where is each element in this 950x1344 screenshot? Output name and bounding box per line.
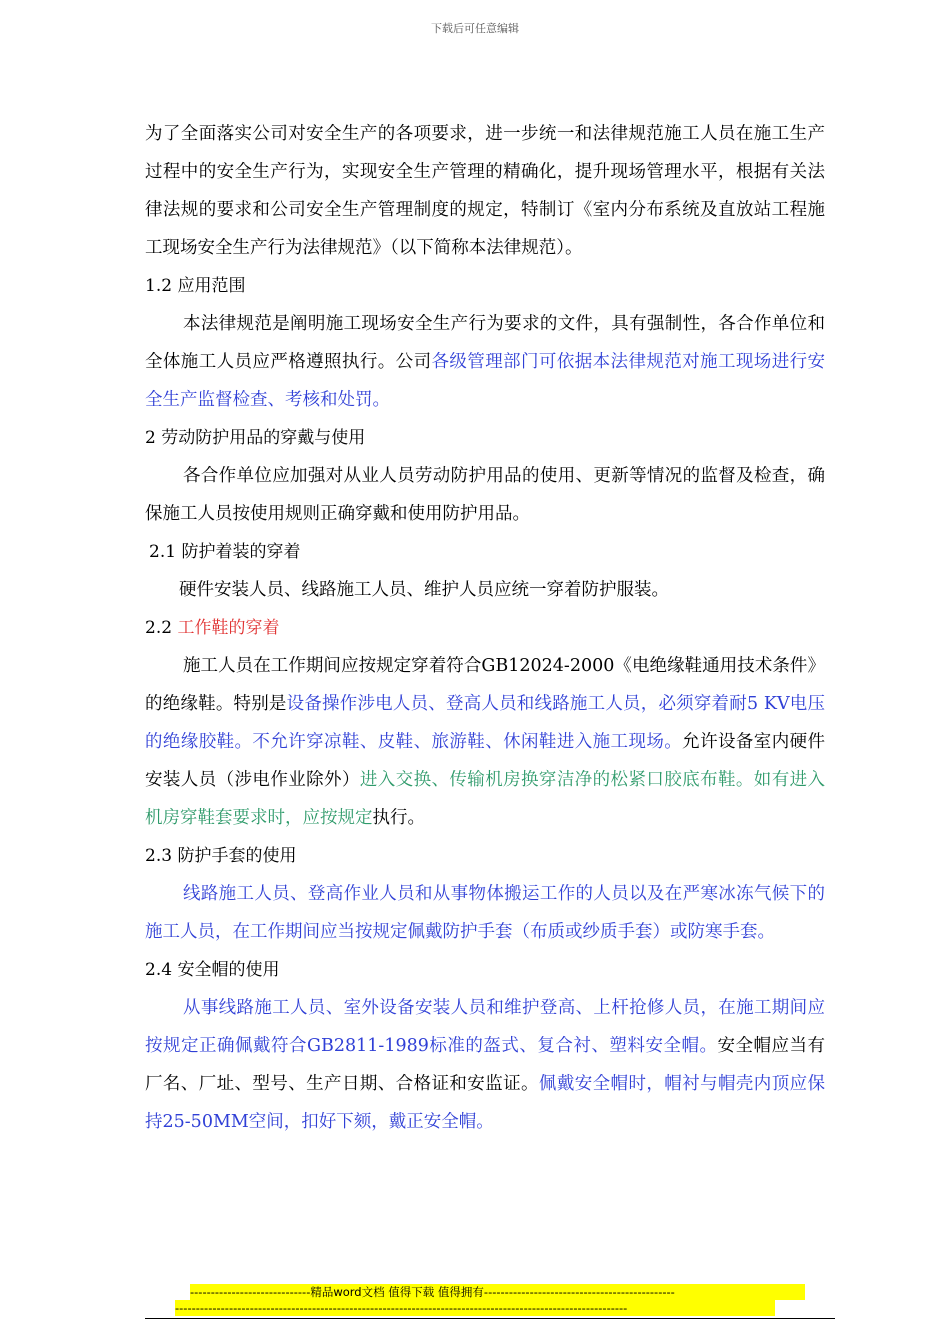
section-2-1-heading: 2.1 防护着装的穿着	[149, 542, 301, 562]
section-2-2-blue-text: 设备操作涉电人员、登高人员和线路施工人员，必须穿着耐5 KV电压的绝缘胶鞋。不允许穿凉鞋、皮鞋、旅游鞋、休闲鞋进入施工现场。	[145, 694, 825, 752]
intro-paragraph: 为了全面落实公司对安全生产的各项要求，进一步统一和法律规范施工人员在施工生产过程中的安全生产行为，实现安全生产管理的精确化，提升现场管理水平，根据有关法律法规的要求和公司安全生产管理制度的规定，特制订《室内分布系统及直放站工程施工现场安全生产行为法律规范》（以下简称本法律规范）。	[145, 124, 825, 258]
section-2-2-heading	[145, 609, 825, 647]
document-body	[145, 115, 825, 1141]
section-2-2-text-1: 施工人员在工作期间应按规定穿着符合GB12024-2000《电绝缘鞋通用技术条件》的绝缘鞋。特别是	[145, 656, 825, 714]
footer-banner-line-2: -------------------------------------------------------------------------------------------------------------	[175, 1300, 775, 1316]
header-note: 下载后可任意编辑	[431, 22, 519, 35]
section-2-4-blue-text-1: 从事线路施工人员、室外设备安装人员和维护登高、上杆抢修人员，在施工期间应按规定正确佩戴符合GB2811-1989标准的盔式、复合衬、塑料安全帽。	[145, 998, 825, 1056]
section-2-4-heading: 2.4 安全帽的使用	[145, 960, 280, 980]
section-2-3-heading: 2.3 防护手套的使用	[145, 846, 297, 866]
section-2-2-green-text: 进入交换、传输机房换穿洁净的松紧口胶底布鞋。如有进入机房穿鞋套要求时，应按规定	[145, 770, 826, 828]
section-1-2-highlight-text: 各级管理部门可依据本法律规范对施工现场进行安全生产监督检查、考核和处罚。	[145, 352, 826, 410]
footer-divider	[145, 1318, 835, 1319]
footer-banner-line-1: -----------------------------精品word文档 值得下载 值得拥有----------------------------------------------	[190, 1284, 805, 1300]
section-2-heading: 2 劳动防护用品的穿戴与使用	[145, 428, 366, 448]
section-2-2-title: 工作鞋的穿着	[177, 618, 280, 638]
section-2-1-paragraph: 硬件安装人员、线路施工人员、维护人员应统一穿着防护服装。	[179, 580, 669, 600]
section-1-2-heading: 1.2 应用范围	[145, 276, 246, 296]
section-2-4-blue-text-2: 佩戴安全帽时，帽衬与帽壳内顶应保持25-50MM空间，扣好下颏，戴正安全帽。	[145, 1074, 826, 1132]
section-2-paragraph: 各合作单位应加强对从业人员劳动防护用品的使用、更新等情况的监督及检查，确保施工人员按使用规则正确穿戴和使用防护用品。	[145, 466, 825, 524]
section-2-2-text-3: 执行。	[372, 808, 425, 828]
section-2-4-paragraph	[145, 989, 825, 1141]
section-1-2-paragraph	[145, 305, 825, 419]
section-1-2-text: 本法律规范是阐明施工现场安全生产行为要求的文件，具有强制性，各合作单位和全体施工人员应严格遵照执行。公司	[145, 314, 825, 372]
section-2-3-paragraph: 线路施工人员、登高作业人员和从事物体搬运工作的人员以及在严寒冰冻气候下的施工人员，在工作期间应当按规定佩戴防护手套（布质或纱质手套）或防寒手套。	[145, 884, 825, 942]
section-2-2-text-2: 允许设备室内硬件安装人员（涉电作业除外）	[145, 732, 826, 790]
section-2-2-number: 2.2	[145, 618, 173, 638]
section-2-4-text: 安全帽应当有厂名、厂址、型号、生产日期、合格证和安监证。	[145, 1036, 825, 1094]
section-2-2-paragraph	[145, 647, 825, 837]
